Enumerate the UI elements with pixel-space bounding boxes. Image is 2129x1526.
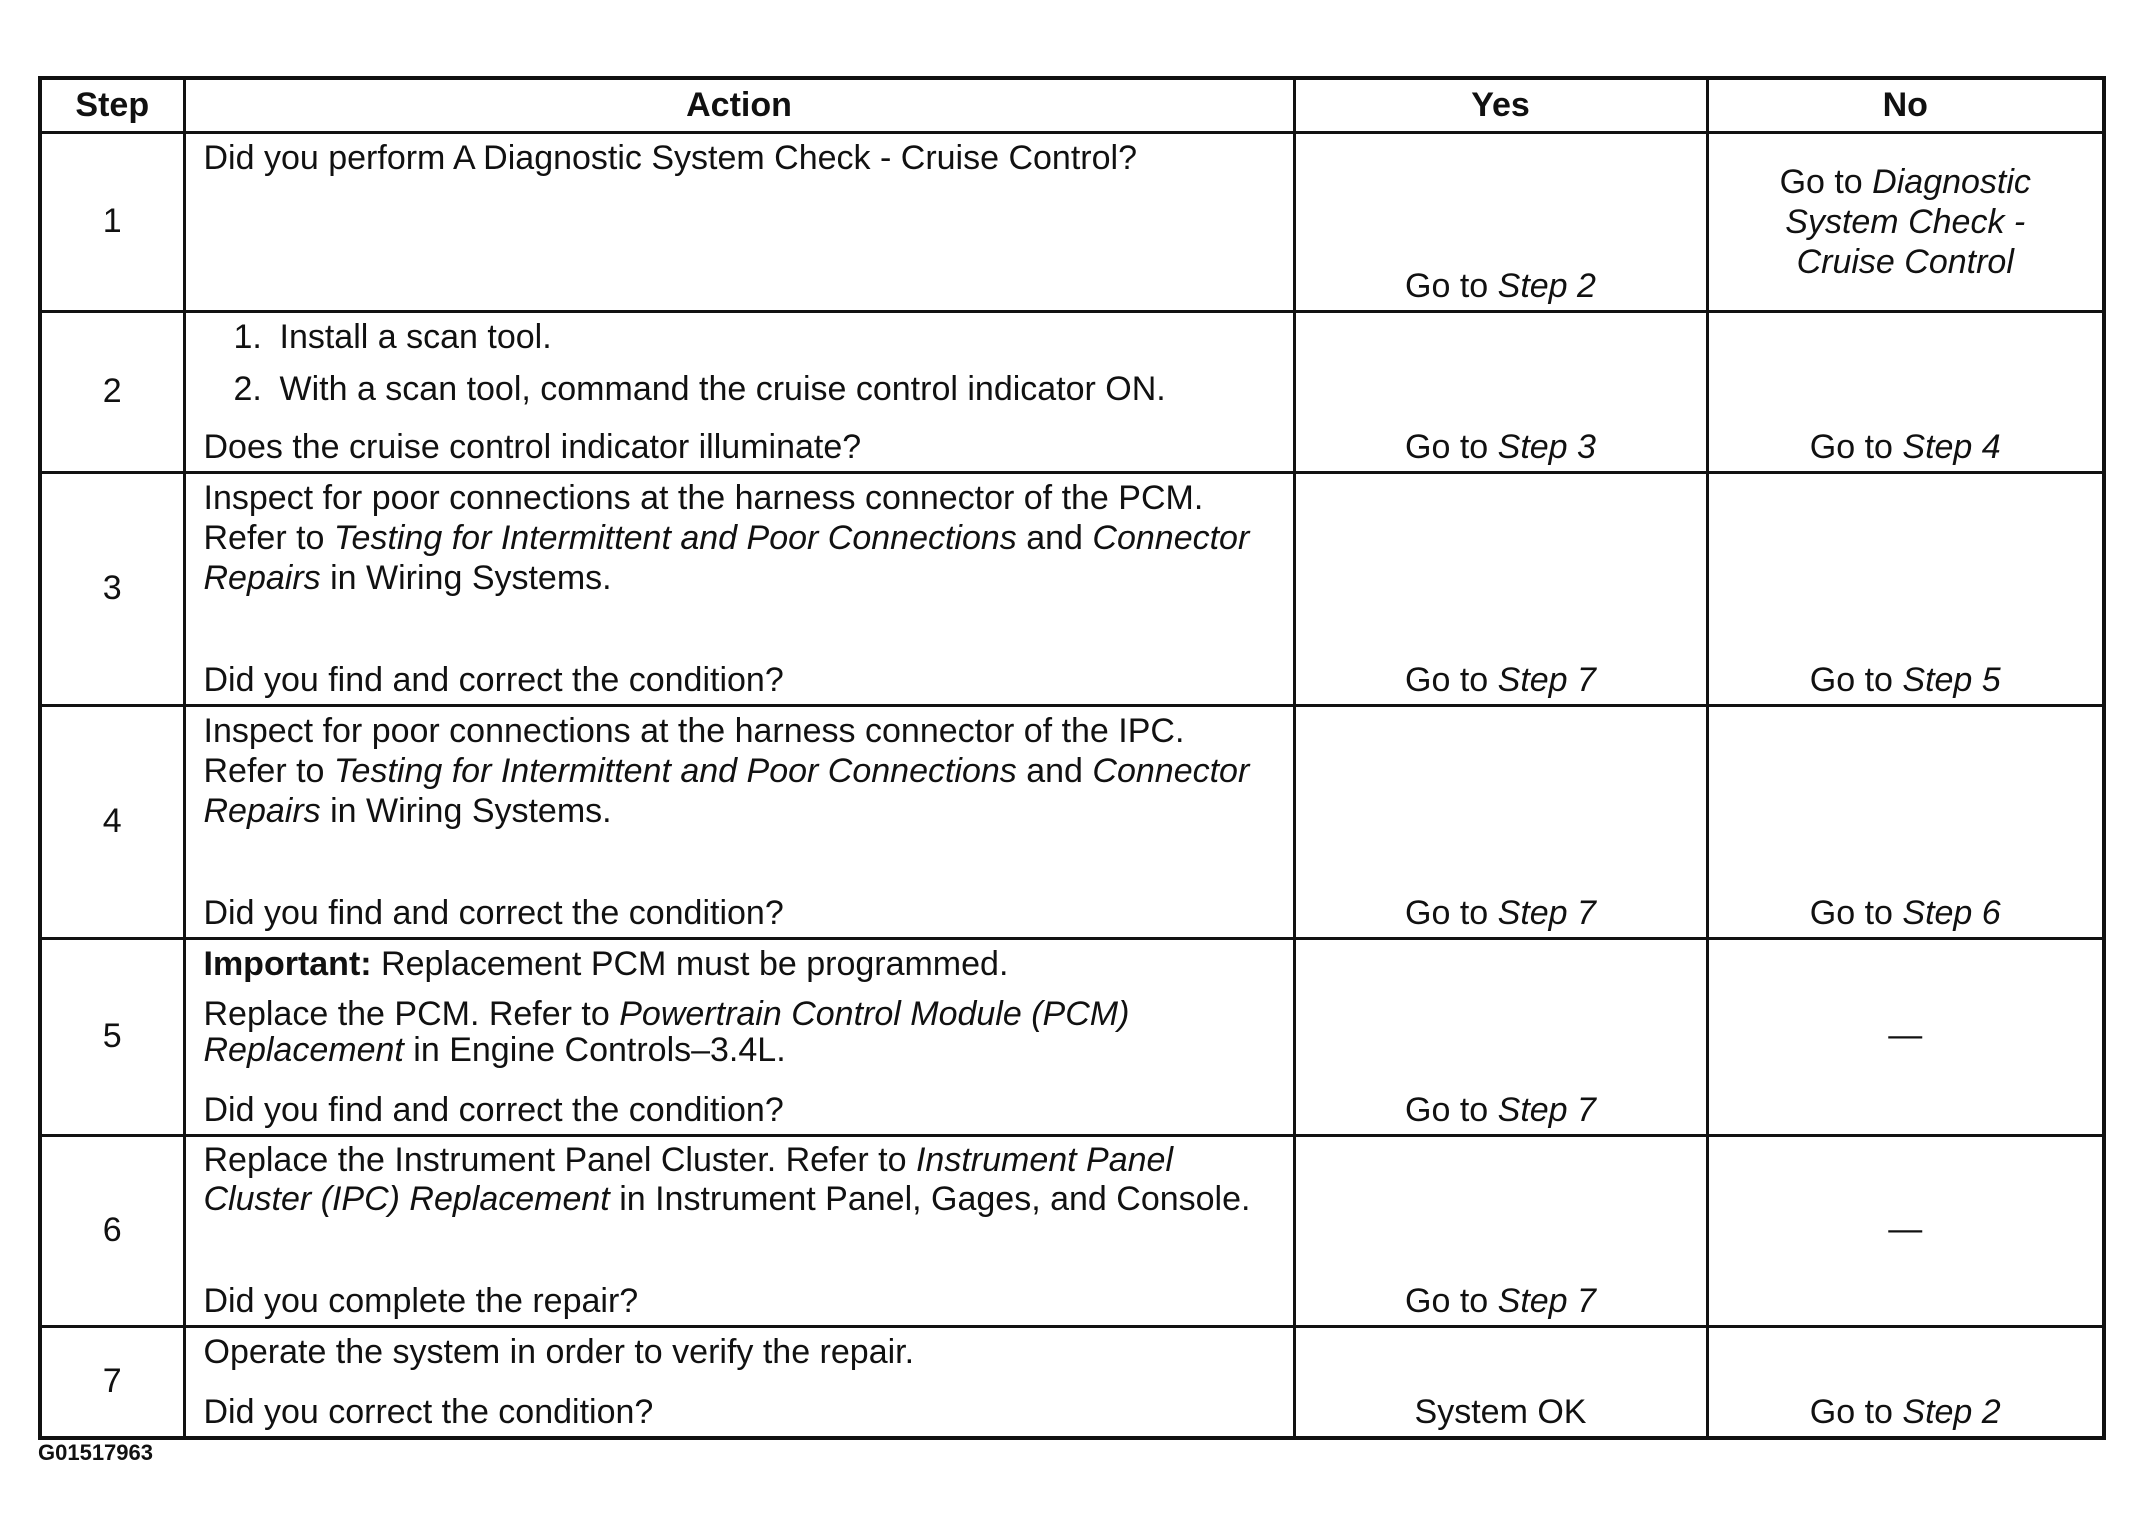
step-number: 3 xyxy=(40,472,184,705)
no-cell xyxy=(1707,1326,2104,1438)
list-item xyxy=(234,317,1275,357)
action-cell xyxy=(184,1326,1294,1438)
action-question: Did you find and correct the condition? xyxy=(203,1090,784,1129)
figure-id-label: G01517963 xyxy=(38,1440,153,1465)
table-row-step-4 xyxy=(40,705,2104,938)
no-dash: — xyxy=(1888,1209,1923,1248)
header-row xyxy=(40,78,2104,132)
header-yes: Yes xyxy=(1294,78,1707,132)
header-step: Step xyxy=(40,78,184,132)
yes-cell xyxy=(1294,938,1707,1135)
diagnostic-table xyxy=(38,76,2106,1440)
doc-reference-link[interactable]: Testing for Intermittent and Poor Connections xyxy=(333,518,1017,557)
list-text: Install a scan tool. xyxy=(279,317,552,356)
step-number: 7 xyxy=(40,1326,184,1438)
yes-prefix: Go to xyxy=(1405,266,1498,305)
yes-cell xyxy=(1294,1326,1707,1438)
action-cell xyxy=(184,938,1294,1135)
yes-step-link[interactable]: Step 2 xyxy=(1497,266,1596,305)
list-number: 1. xyxy=(233,317,262,356)
table-row-step-6 xyxy=(40,1135,2104,1326)
action-cell xyxy=(184,311,1294,472)
yes-cell xyxy=(1294,472,1707,705)
action-question: Did you complete the repair? xyxy=(203,1281,639,1320)
doc-reference-link[interactable]: Testing for Intermittent and Poor Connections xyxy=(333,751,1017,790)
important-note xyxy=(204,944,1275,984)
no-cell xyxy=(1707,938,2104,1135)
yes-result: System OK xyxy=(1414,1392,1587,1431)
yes-prefix: Go to xyxy=(1405,660,1498,699)
no-step-link[interactable]: Diagnostic System Check - Cruise Control xyxy=(1785,162,2031,281)
action-text-part: Inspect for poor connections at the harness connector of the PCM. Refer to xyxy=(203,478,1204,557)
no-prefix: Go to xyxy=(1809,1392,1903,1431)
no-step-link[interactable]: Step 6 xyxy=(1902,893,2001,932)
no-prefix: Go to xyxy=(1809,893,1903,932)
action-question: Did you correct the condition? xyxy=(203,1392,654,1431)
table-row-step-7 xyxy=(40,1326,2104,1438)
yes-step-link[interactable]: Step 7 xyxy=(1497,1090,1596,1129)
yes-step-link[interactable]: Step 7 xyxy=(1497,660,1596,699)
yes-prefix: Go to xyxy=(1405,1281,1498,1320)
action-question: Did you find and correct the condition? xyxy=(203,660,784,699)
header-action: Action xyxy=(184,78,1294,132)
doc-reference-link[interactable]: Connector Repairs xyxy=(203,751,1250,830)
no-cell xyxy=(1707,1135,2104,1326)
no-step-link[interactable]: Step 5 xyxy=(1902,660,2001,699)
yes-step-link[interactable]: Step 7 xyxy=(1497,893,1596,932)
yes-step-link[interactable]: Step 7 xyxy=(1497,1281,1596,1320)
yes-cell xyxy=(1294,1135,1707,1326)
no-prefix: Go to xyxy=(1779,162,1873,201)
action-text-part: in Wiring Systems. xyxy=(320,558,612,597)
action-question: Did you find and correct the condition? xyxy=(203,893,784,932)
action-cell xyxy=(184,705,1294,938)
no-prefix: Go to xyxy=(1809,427,1903,466)
no-step-link[interactable]: Step 4 xyxy=(1902,427,2001,466)
list-number: 2. xyxy=(233,369,262,408)
yes-prefix: Go to xyxy=(1405,893,1498,932)
yes-cell xyxy=(1294,132,1707,311)
action-text xyxy=(204,711,1275,831)
action-text xyxy=(204,478,1275,598)
yes-prefix: Go to xyxy=(1405,427,1498,466)
action-cell xyxy=(184,472,1294,705)
table-row-step-3 xyxy=(40,472,2104,705)
step-number: 6 xyxy=(40,1135,184,1326)
list-item xyxy=(234,369,1275,409)
action-text: Did you perform A Diagnostic System Check - Cruise Control? xyxy=(203,138,1137,177)
no-dash: — xyxy=(1888,1015,1923,1054)
table-row-step-5 xyxy=(40,938,2104,1135)
action-text: Operate the system in order to verify the repair. xyxy=(203,1332,915,1371)
action-text-part: in Engine Controls–3.4L. xyxy=(403,1030,786,1069)
action-text xyxy=(204,1141,1275,1219)
table-row-step-2 xyxy=(40,311,2104,472)
yes-cell xyxy=(1294,311,1707,472)
action-text-part: in Wiring Systems. xyxy=(320,791,612,830)
action-question: Does the cruise control indicator illuminate? xyxy=(203,427,862,466)
yes-step-link[interactable]: Step 3 xyxy=(1497,427,1596,466)
important-label: Important: xyxy=(203,944,372,983)
yes-cell xyxy=(1294,705,1707,938)
no-step-link[interactable]: Step 2 xyxy=(1902,1392,2001,1431)
step-number: 1 xyxy=(40,132,184,311)
no-cell xyxy=(1707,472,2104,705)
doc-reference-link[interactable]: Powertrain Control Module (PCM) Replacement xyxy=(203,994,1130,1069)
action-text xyxy=(204,996,1275,1068)
action-text-part: in Instrument Panel, Gages, and Console. xyxy=(609,1179,1251,1218)
list-text: With a scan tool, command the cruise control indicator ON. xyxy=(279,369,1166,408)
no-cell xyxy=(1707,311,2104,472)
no-cell xyxy=(1707,132,2104,311)
step-number: 2 xyxy=(40,311,184,472)
step-number: 5 xyxy=(40,938,184,1135)
doc-reference-link[interactable]: Instrument Panel Cluster (IPC) Replacement xyxy=(203,1140,1174,1218)
action-text-part: Inspect for poor connections at the harness connector of the IPC. Refer to xyxy=(203,711,1185,790)
table-row-step-1 xyxy=(40,132,2104,311)
action-text-part: Replace the Instrument Panel Cluster. Refer to xyxy=(203,1140,916,1179)
action-text-part: and xyxy=(1016,751,1093,790)
action-text-part: Replace the PCM. Refer to xyxy=(203,994,620,1033)
action-text-part: and xyxy=(1016,518,1093,557)
yes-prefix: Go to xyxy=(1405,1090,1498,1129)
no-prefix: Go to xyxy=(1809,660,1903,699)
action-cell xyxy=(184,132,1294,311)
important-text: Replacement PCM must be programmed. xyxy=(371,944,1009,983)
header-no: No xyxy=(1707,78,2104,132)
no-cell xyxy=(1707,705,2104,938)
action-cell xyxy=(184,1135,1294,1326)
doc-reference-link[interactable]: Connector Repairs xyxy=(203,518,1250,597)
step-number: 4 xyxy=(40,705,184,938)
